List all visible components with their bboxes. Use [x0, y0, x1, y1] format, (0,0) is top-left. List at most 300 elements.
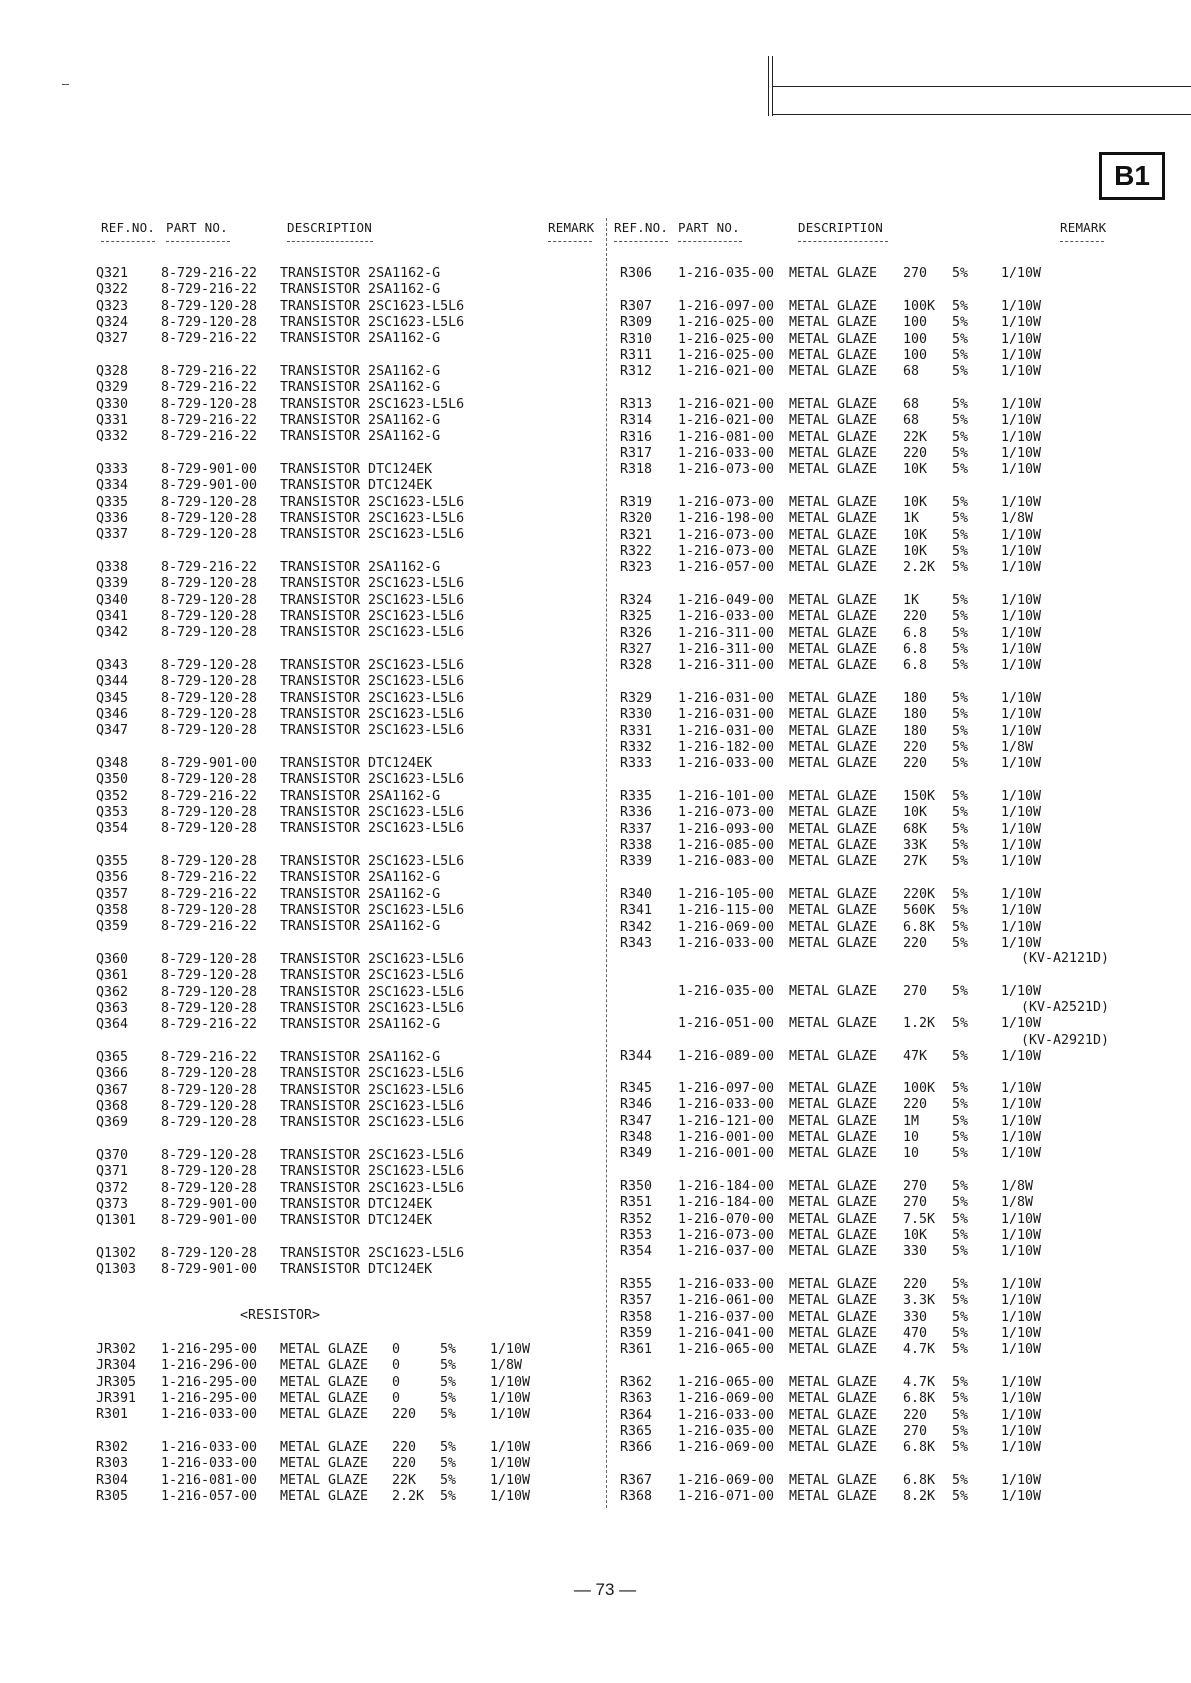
tolerance-cell: 5% [952, 1293, 969, 1309]
description-cell: TRANSISTOR 2SC1623-L5L6 [280, 658, 465, 673]
description-cell: TRANSISTOR 2SC1623-L5L6 [280, 968, 465, 984]
description-cell: METAL GLAZE [789, 1113, 878, 1129]
part-no-cell: 8-729-120-28 [161, 1000, 258, 1016]
wattage-cell: 1/10W [1001, 495, 1042, 510]
ref-no-cell: R317 [620, 445, 653, 461]
header-underline [166, 241, 230, 242]
wattage-cell: 1/10W [1001, 1407, 1042, 1423]
table-row [0, 838, 1191, 854]
table-row [0, 984, 1191, 1000]
ref-no-cell: Q333 [96, 462, 129, 477]
description-cell: TRANSISTOR 2SC1623-L5L6 [280, 576, 465, 592]
value-cell: 100 [903, 347, 928, 363]
table-row [0, 887, 1191, 903]
table-row [0, 1375, 1191, 1391]
part-no-cell: 1-216-121-00 [678, 1113, 775, 1129]
wattage-cell: 1/10W [1001, 1016, 1042, 1031]
description-cell: METAL GLAZE [789, 1407, 878, 1423]
description-cell: TRANSISTOR 2SC1623-L5L6 [280, 314, 465, 330]
description-cell: METAL GLAZE [789, 903, 878, 919]
table-row [0, 870, 1191, 886]
table-row [0, 462, 1191, 478]
ref-no-cell: Q353 [96, 804, 129, 820]
table-row [0, 658, 1191, 674]
ref-no-cell: Q1303 [96, 1262, 137, 1278]
value-cell: 4.7K [903, 1342, 936, 1358]
ref-no-cell: Q361 [96, 968, 129, 984]
part-no-cell: 8-729-901-00 [161, 1262, 258, 1278]
wattage-cell: 1/10W [1001, 462, 1042, 478]
value-cell: 0 [392, 1358, 401, 1374]
ref-no-cell: R368 [620, 1489, 653, 1505]
value-cell: 6.8K [903, 1473, 936, 1488]
description-cell: TRANSISTOR 2SA1162-G [280, 919, 441, 935]
ref-no-cell: Q334 [96, 478, 129, 494]
header-ref-right: REF.NO. [614, 220, 669, 235]
wattage-cell: 1/10W [1001, 397, 1042, 412]
part-no-cell: 1-216-071-00 [678, 1489, 775, 1505]
table-row [0, 1146, 1191, 1162]
value-cell: 270 [903, 984, 928, 999]
ref-no-cell: R350 [620, 1179, 653, 1194]
part-no-cell: 1-216-198-00 [678, 511, 775, 527]
wattage-cell: 1/10W [1001, 1309, 1042, 1325]
wattage-cell: 1/10W [1001, 625, 1042, 641]
ref-no-cell: R340 [620, 887, 653, 902]
wattage-cell: 1/10W [490, 1390, 531, 1406]
description-cell: METAL GLAZE [789, 1277, 878, 1292]
description-cell: METAL GLAZE [789, 1342, 878, 1358]
wattage-cell: 1/10W [1001, 1489, 1042, 1505]
header-underline [548, 241, 592, 242]
description-cell: TRANSISTOR 2SC1623-L5L6 [280, 1115, 465, 1131]
part-no-cell: 1-216-069-00 [678, 919, 775, 935]
description-cell: METAL GLAZE [789, 1081, 878, 1096]
value-cell: 2.2K [903, 560, 936, 576]
description-cell: METAL GLAZE [280, 1456, 369, 1472]
wattage-cell: 1/10W [490, 1374, 531, 1390]
table-row [0, 805, 1191, 821]
part-no-cell: 8-729-120-28 [161, 1115, 258, 1131]
description-cell: METAL GLAZE [789, 984, 878, 999]
part-no-cell: 1-216-021-00 [678, 364, 775, 380]
value-cell: 10K [903, 805, 928, 821]
tolerance-cell: 5% [952, 1049, 969, 1064]
tolerance-cell: 5% [952, 691, 969, 706]
part-no-cell: 8-729-120-28 [161, 968, 258, 984]
ref-no-cell: R339 [620, 854, 653, 870]
tolerance-cell: 5% [952, 543, 969, 559]
table-row [0, 789, 1191, 805]
value-cell: 220 [903, 1277, 928, 1292]
description-cell: METAL GLAZE [280, 1440, 369, 1455]
part-no-cell: 1-216-184-00 [678, 1179, 775, 1194]
value-cell: 100 [903, 331, 928, 347]
description-cell: TRANSISTOR 2SC1623-L5L6 [280, 772, 465, 788]
table-row [0, 332, 1191, 348]
wattage-cell: 1/10W [1001, 935, 1042, 951]
ref-no-cell: R364 [620, 1407, 653, 1423]
value-cell: 220 [903, 609, 928, 625]
description-cell: METAL GLAZE [789, 364, 878, 380]
table-row [0, 1473, 1191, 1489]
part-no-cell: 1-216-182-00 [678, 739, 775, 755]
part-no-cell: 1-216-093-00 [678, 821, 775, 837]
section-badge: B1 [1099, 152, 1165, 200]
ref-no-cell: R366 [620, 1440, 653, 1456]
ref-no-cell: Q344 [96, 674, 129, 690]
ref-no-cell: R319 [620, 495, 653, 510]
value-cell: 220 [392, 1456, 417, 1472]
part-no-cell: 8-729-216-22 [161, 1017, 258, 1033]
header-underline [678, 241, 742, 242]
description-cell: METAL GLAZE [789, 413, 878, 429]
description-cell: TRANSISTOR 2SC1623-L5L6 [280, 592, 465, 608]
wattage-cell: 1/10W [1001, 1129, 1042, 1145]
wattage-cell: 1/10W [1001, 887, 1042, 902]
table-row [0, 528, 1191, 544]
wattage-cell: 1/10W [1001, 1440, 1042, 1456]
ref-no-cell: R312 [620, 364, 653, 380]
description-cell: METAL GLAZE [789, 919, 878, 935]
description-cell: METAL GLAZE [789, 821, 878, 837]
description-cell: TRANSISTOR 2SA1162-G [280, 282, 441, 298]
part-no-cell: 1-216-001-00 [678, 1146, 775, 1162]
ref-no-cell: Q338 [96, 560, 129, 575]
header-ref-left: REF.NO. [101, 220, 156, 235]
ref-no-cell: R309 [620, 315, 653, 331]
ref-no-cell: JR305 [96, 1374, 137, 1390]
value-cell: 330 [903, 1244, 928, 1260]
value-cell: 220 [903, 756, 928, 772]
description-cell: METAL GLAZE [789, 1375, 878, 1390]
part-no-cell: 8-729-120-28 [161, 527, 258, 543]
part-no-cell: 1-216-089-00 [678, 1049, 775, 1064]
ref-no-cell: Q343 [96, 658, 129, 673]
wattage-cell: 1/10W [1001, 984, 1042, 999]
ref-no-cell: R325 [620, 609, 653, 625]
description-cell: TRANSISTOR 2SA1162-G [280, 364, 441, 379]
table-row [0, 903, 1191, 919]
tolerance-cell: 5% [952, 445, 969, 461]
part-no-cell: 1-216-065-00 [678, 1375, 775, 1390]
description-cell: METAL GLAZE [789, 1473, 878, 1488]
table-row [0, 1408, 1191, 1424]
wattage-cell: 1/10W [1001, 413, 1042, 429]
description-cell: METAL GLAZE [789, 837, 878, 853]
description-cell: METAL GLAZE [789, 935, 878, 951]
wattage-cell: 1/10W [490, 1342, 531, 1357]
table-row [0, 1001, 1191, 1017]
table-row [0, 1066, 1191, 1082]
table-row [0, 397, 1191, 413]
tolerance-cell: 5% [952, 1097, 969, 1113]
ref-no-cell: Q342 [96, 625, 129, 641]
wattage-cell: 1/10W [1001, 1081, 1042, 1096]
description-cell: METAL GLAZE [789, 299, 878, 314]
tolerance-cell: 5% [952, 527, 969, 543]
wattage-cell: 1/10W [490, 1407, 531, 1423]
wattage-cell: 1/10W [1001, 1227, 1042, 1243]
part-no-cell: 8-729-120-28 [161, 1066, 258, 1082]
ref-no-cell: R337 [620, 821, 653, 837]
description-cell: METAL GLAZE [789, 789, 878, 804]
description-cell: METAL GLAZE [789, 315, 878, 331]
table-row [0, 348, 1191, 364]
description-cell: METAL GLAZE [789, 1049, 878, 1064]
ref-no-cell: Q365 [96, 1050, 129, 1065]
wattage-cell: 1/10W [1001, 756, 1042, 772]
part-no-cell: 1-216-105-00 [678, 887, 775, 902]
table-row [0, 1164, 1191, 1180]
table-row [0, 1212, 1191, 1228]
table-row [0, 1489, 1191, 1505]
ref-no-cell: R311 [620, 347, 653, 363]
value-cell: 270 [903, 1195, 928, 1211]
table-row [0, 430, 1191, 446]
description-cell: TRANSISTOR 2SC1623-L5L6 [280, 1180, 465, 1196]
part-no-cell: 1-216-033-00 [678, 935, 775, 951]
table-row [0, 1262, 1191, 1278]
part-no-cell: 8-729-120-28 [161, 1164, 258, 1180]
description-cell: TRANSISTOR 2SA1162-G [280, 266, 441, 281]
tolerance-cell: 5% [952, 1016, 969, 1031]
description-cell: METAL GLAZE [789, 1179, 878, 1194]
table-row [0, 772, 1191, 788]
tolerance-cell: 5% [440, 1358, 457, 1374]
value-cell: 10K [903, 462, 928, 478]
wattage-cell: 1/10W [1001, 543, 1042, 559]
table-row [0, 1424, 1191, 1440]
ref-no-cell: JR391 [96, 1390, 137, 1406]
description-cell: TRANSISTOR 2SC1623-L5L6 [280, 674, 465, 690]
description-cell: TRANSISTOR DTC124EK [280, 1213, 433, 1229]
description-cell: TRANSISTOR 2SA1162-G [280, 380, 441, 396]
tolerance-cell: 5% [952, 625, 969, 641]
value-cell: 0 [392, 1390, 401, 1406]
tolerance-cell: 5% [952, 397, 969, 412]
tolerance-cell: 5% [952, 935, 969, 951]
ref-no-cell: Q324 [96, 314, 129, 330]
ref-no-cell: R348 [620, 1129, 653, 1145]
wattage-cell: 1/10W [1001, 364, 1042, 380]
description-cell: TRANSISTOR 2SC1623-L5L6 [280, 984, 465, 1000]
part-no-cell: 1-216-073-00 [678, 495, 775, 510]
ref-no-cell: R310 [620, 331, 653, 347]
value-cell: 220 [903, 1407, 928, 1423]
part-no-cell: 1-216-061-00 [678, 1293, 775, 1309]
wattage-cell: 1/10W [1001, 837, 1042, 853]
table-row [0, 674, 1191, 690]
ref-no-cell: Q354 [96, 821, 129, 837]
part-no-cell: 1-216-073-00 [678, 462, 775, 478]
part-no-cell: 8-729-120-28 [161, 298, 258, 314]
part-no-cell: 8-729-120-28 [161, 1246, 258, 1261]
tolerance-cell: 5% [952, 1342, 969, 1358]
tolerance-cell: 5% [952, 495, 969, 510]
tolerance-cell: 5% [952, 1407, 969, 1423]
ref-no-cell: Q356 [96, 870, 129, 886]
wattage-cell: 1/10W [1001, 593, 1042, 608]
ref-no-cell: Q357 [96, 886, 129, 902]
tolerance-cell: 5% [952, 789, 969, 804]
tolerance-cell: 5% [952, 739, 969, 755]
part-no-cell: 8-729-120-28 [161, 494, 258, 510]
description-cell: TRANSISTOR 2SC1623-L5L6 [280, 690, 465, 706]
ref-no-cell: Q1301 [96, 1213, 137, 1229]
wattage-cell: 1/10W [1001, 707, 1042, 723]
part-no-cell: 1-216-057-00 [161, 1488, 258, 1504]
wattage-cell: 1/10W [1001, 560, 1042, 576]
ref-no-cell: Q323 [96, 298, 129, 314]
part-no-cell: 8-729-120-28 [161, 608, 258, 624]
wattage-cell: 1/8W [1001, 511, 1034, 527]
tolerance-cell: 5% [440, 1390, 457, 1406]
part-no-cell: 8-729-120-28 [161, 314, 258, 330]
ref-no-cell: Q352 [96, 788, 129, 804]
tolerance-cell: 5% [952, 1473, 969, 1488]
wattage-cell: 1/10W [1001, 641, 1042, 657]
value-cell: 6.8 [903, 658, 928, 674]
part-no-cell: 8-729-216-22 [161, 266, 258, 281]
wattage-cell: 1/10W [1001, 1325, 1042, 1341]
description-cell: TRANSISTOR 2SC1623-L5L6 [280, 821, 465, 837]
tolerance-cell: 5% [952, 1277, 969, 1292]
ref-no-cell: R318 [620, 462, 653, 478]
ref-no-cell: R304 [96, 1472, 129, 1488]
tolerance-cell: 5% [440, 1342, 457, 1357]
wattage-cell: 1/10W [490, 1472, 531, 1488]
wattage-cell: 1/10W [1001, 903, 1042, 919]
tolerance-cell: 5% [952, 854, 969, 870]
part-no-cell: 8-729-120-28 [161, 396, 258, 412]
part-no-cell: 1-216-295-00 [161, 1374, 258, 1390]
ref-no-cell: R349 [620, 1146, 653, 1162]
tolerance-cell: 5% [952, 984, 969, 999]
ref-no-cell: R332 [620, 739, 653, 755]
header-remark-left: REMARK [548, 220, 595, 235]
tolerance-cell: 5% [952, 511, 969, 527]
value-cell: 0 [392, 1374, 401, 1390]
description-cell: METAL GLAZE [789, 511, 878, 527]
part-no-cell: 1-216-041-00 [678, 1325, 775, 1341]
part-no-cell: 1-216-031-00 [678, 707, 775, 723]
header-underline [287, 241, 373, 242]
description-cell: TRANSISTOR DTC124EK [280, 1262, 433, 1278]
part-no-cell: 8-729-216-22 [161, 788, 258, 804]
description-cell: TRANSISTOR 2SC1623-L5L6 [280, 1246, 465, 1261]
description-cell: TRANSISTOR 2SA1162-G [280, 560, 441, 575]
description-cell: TRANSISTOR 2SA1162-G [280, 412, 441, 428]
tolerance-cell: 5% [952, 299, 969, 314]
description-cell: TRANSISTOR DTC124EK [280, 478, 433, 494]
table-row [0, 1228, 1191, 1244]
table-row [0, 315, 1191, 331]
wattage-cell: 1/10W [1001, 445, 1042, 461]
header-desc-left: DESCRIPTION [287, 220, 372, 235]
description-cell: TRANSISTOR 2SC1623-L5L6 [280, 510, 465, 526]
part-no-cell: 8-729-216-22 [161, 560, 258, 575]
remark-note: (KV-A2921D) [1020, 1033, 1109, 1048]
description-cell: TRANSISTOR 2SA1162-G [280, 331, 441, 347]
ref-no-cell: R326 [620, 625, 653, 641]
value-cell: 330 [903, 1309, 928, 1325]
part-no-cell: 1-216-033-00 [678, 609, 775, 625]
tolerance-cell: 5% [952, 1195, 969, 1211]
tolerance-cell: 5% [952, 1227, 969, 1243]
tolerance-cell: 5% [952, 1391, 969, 1407]
tolerance-cell: 5% [952, 756, 969, 772]
part-no-cell: 1-216-031-00 [678, 723, 775, 739]
part-no-cell: 1-216-097-00 [678, 1081, 775, 1096]
table-row [0, 1179, 1191, 1195]
ref-no-cell: R322 [620, 543, 653, 559]
description-cell: TRANSISTOR 2SA1162-G [280, 1017, 441, 1033]
tolerance-cell: 5% [952, 609, 969, 625]
margin-mark [62, 84, 69, 85]
tolerance-cell: 5% [952, 1146, 969, 1162]
tolerance-cell: 5% [440, 1440, 457, 1455]
tolerance-cell: 5% [952, 1244, 969, 1260]
wattage-cell: 1/10W [490, 1488, 531, 1504]
value-cell: 6.8K [903, 1391, 936, 1407]
value-cell: 68K [903, 821, 928, 837]
wattage-cell: 1/10W [1001, 347, 1042, 363]
ref-no-cell: Q347 [96, 723, 129, 739]
value-cell: 10 [903, 1146, 920, 1162]
value-cell: 0 [392, 1342, 401, 1357]
description-cell: TRANSISTOR 2SC1623-L5L6 [280, 1098, 465, 1114]
wattage-cell: 1/10W [1001, 1097, 1042, 1113]
table-row [0, 968, 1191, 984]
value-cell: 6.8K [903, 1440, 936, 1456]
table-row [0, 364, 1191, 380]
table-row [0, 1456, 1191, 1472]
part-no-cell: 8-729-216-22 [161, 429, 258, 445]
ref-no-cell: Q332 [96, 429, 129, 445]
wattage-cell: 1/10W [1001, 919, 1042, 935]
wattage-cell: 1/10W [1001, 805, 1042, 821]
table-row [0, 1293, 1191, 1309]
value-cell: 180 [903, 707, 928, 723]
description-cell: METAL GLAZE [789, 1097, 878, 1113]
ref-no-cell: R345 [620, 1081, 653, 1096]
description-cell: METAL GLAZE [280, 1342, 369, 1357]
value-cell: 100K [903, 299, 936, 314]
table-row [0, 1342, 1191, 1358]
wattage-cell: 1/8W [1001, 739, 1034, 755]
header-underline [798, 241, 888, 242]
value-cell: 1M [903, 1113, 920, 1129]
value-cell: 270 [903, 1179, 928, 1194]
ref-no-cell: Q369 [96, 1115, 129, 1131]
table-row [0, 1358, 1191, 1374]
ref-no-cell: R351 [620, 1195, 653, 1211]
part-no-cell: 8-729-120-28 [161, 952, 258, 967]
description-cell: TRANSISTOR 2SC1623-L5L6 [280, 1066, 465, 1082]
part-no-cell: 8-729-216-22 [161, 364, 258, 379]
description-cell: METAL GLAZE [789, 609, 878, 625]
ref-no-cell: Q355 [96, 854, 129, 869]
description-cell: METAL GLAZE [789, 1211, 878, 1227]
ref-no-cell: R352 [620, 1211, 653, 1227]
description-cell: TRANSISTOR 2SA1162-G [280, 886, 441, 902]
ref-no-cell: R313 [620, 397, 653, 412]
header-underline [614, 241, 668, 242]
description-cell: TRANSISTOR 2SC1623-L5L6 [280, 952, 465, 967]
ref-no-cell: Q368 [96, 1098, 129, 1114]
description-cell: METAL GLAZE [789, 1309, 878, 1325]
